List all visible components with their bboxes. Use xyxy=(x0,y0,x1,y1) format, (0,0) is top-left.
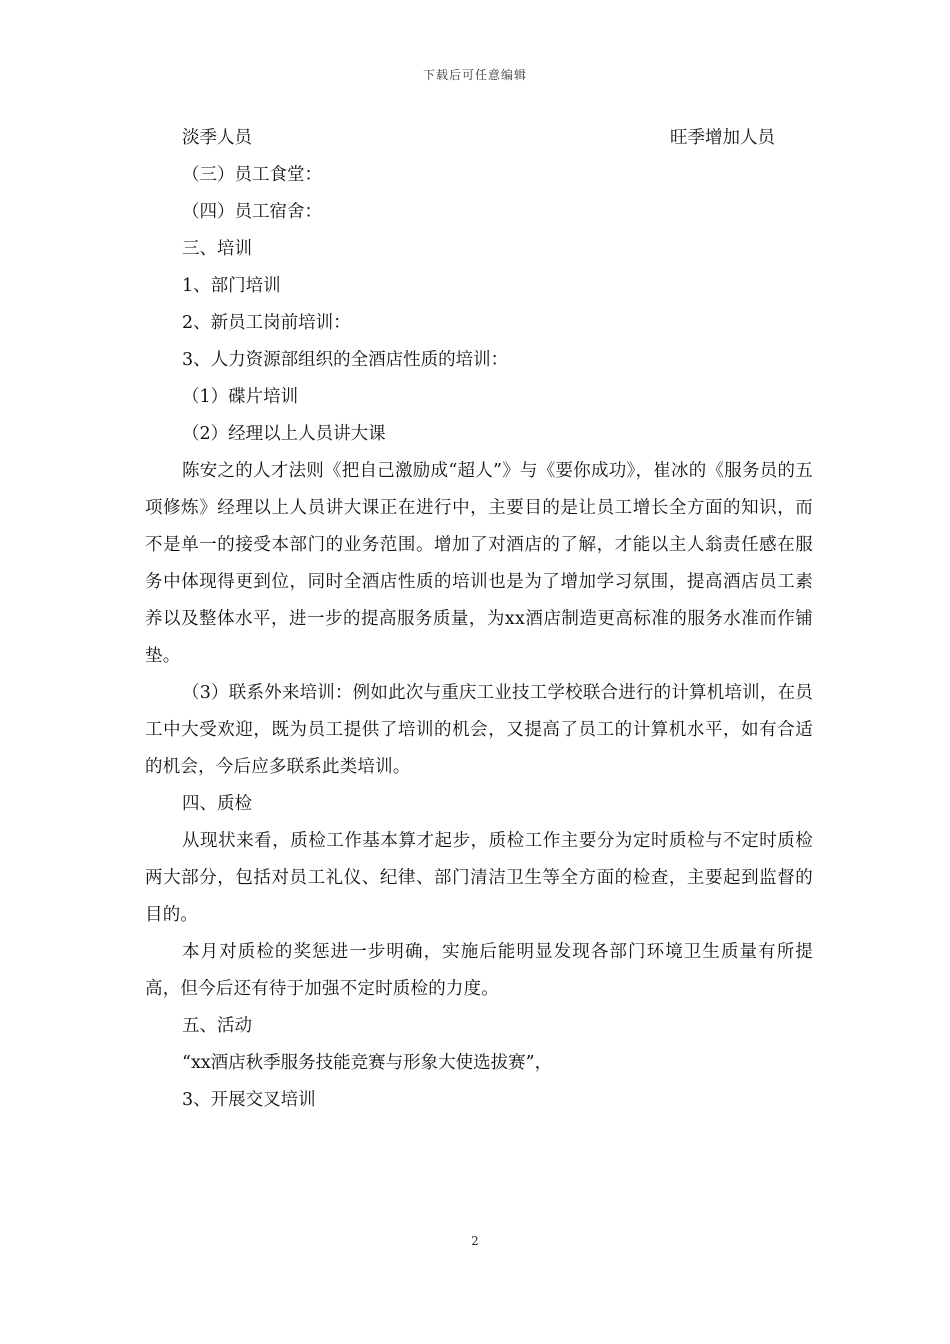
page-header: 下载后可任意编辑 xyxy=(422,68,527,82)
item-new-staff-training: 2、新员工岗前培训： xyxy=(182,313,351,333)
paragraph-lectures: 陈安之的人才法则《把自己激励成“超人”》与《要你成功》，崔冰的《服务员的五项修炼》经理以上人员讲大课正在进行中，主要目的是让员工增长全方面的知识，而不是单一的接受本部门的业务范围。增加了对酒店的了解，才能以主人翁责任感在服务中体现得更到位，同时全酒店性质的培训也是为了增加学习氛围，提高酒店员工素养以及整体水平，进一步的提高服务质量，为xx酒店制造更高标准的服务水准而作铺垫。 xyxy=(145,461,813,666)
heading-training: 三、培训 xyxy=(182,239,252,259)
heading-activities: 五、活动 xyxy=(182,1016,252,1036)
staffing-row xyxy=(145,120,813,157)
heading-quality-inspection: 四、质检 xyxy=(182,794,252,814)
item-cross-training: 3、开展交叉培训 xyxy=(182,1090,316,1110)
peak-season-staff-label: 旺季增加人员 xyxy=(670,128,775,148)
off-season-staff-label: 淡季人员 xyxy=(182,128,252,148)
paragraph-inspection-incentives: 本月对质检的奖惩进一步明确，实施后能明显发现各部门环境卫生质量有所提高，但今后还有待于加强不定时质检的力度。 xyxy=(145,942,813,999)
paragraph-inspection-status: 从现状来看，质检工作基本算才起步，质检工作主要分为定时质检与不定时质检两大部分，包括对员工礼仪、纪律、部门清洁卫生等全方面的检查，主要起到监督的目的。 xyxy=(145,831,813,925)
document-body xyxy=(145,120,813,1119)
page-number: 2 xyxy=(471,1234,479,1248)
section-staff-dormitory: （四）员工宿舍： xyxy=(182,202,322,222)
section-staff-canteen: （三）员工食堂： xyxy=(182,165,322,185)
item-competition: “xx酒店秋季服务技能竞赛与形象大使选拔赛”， xyxy=(182,1053,553,1073)
item-hr-hotel-training: 3、人力资源部组织的全酒店性质的培训： xyxy=(182,350,509,370)
item-department-training: 1、部门培训 xyxy=(182,276,281,296)
paragraph-external-training: （3）联系外来培训：例如此次与重庆工业技工学校联合进行的计算机培训，在员工中大受欢迎，既为员工提供了培训的机会，又提高了员工的计算机水平，如有合适的机会，今后应多联系此类培训。 xyxy=(145,683,813,777)
subitem-manager-lectures: （2）经理以上人员讲大课 xyxy=(182,424,386,444)
subitem-disc-training: （1）碟片培训 xyxy=(182,387,299,407)
